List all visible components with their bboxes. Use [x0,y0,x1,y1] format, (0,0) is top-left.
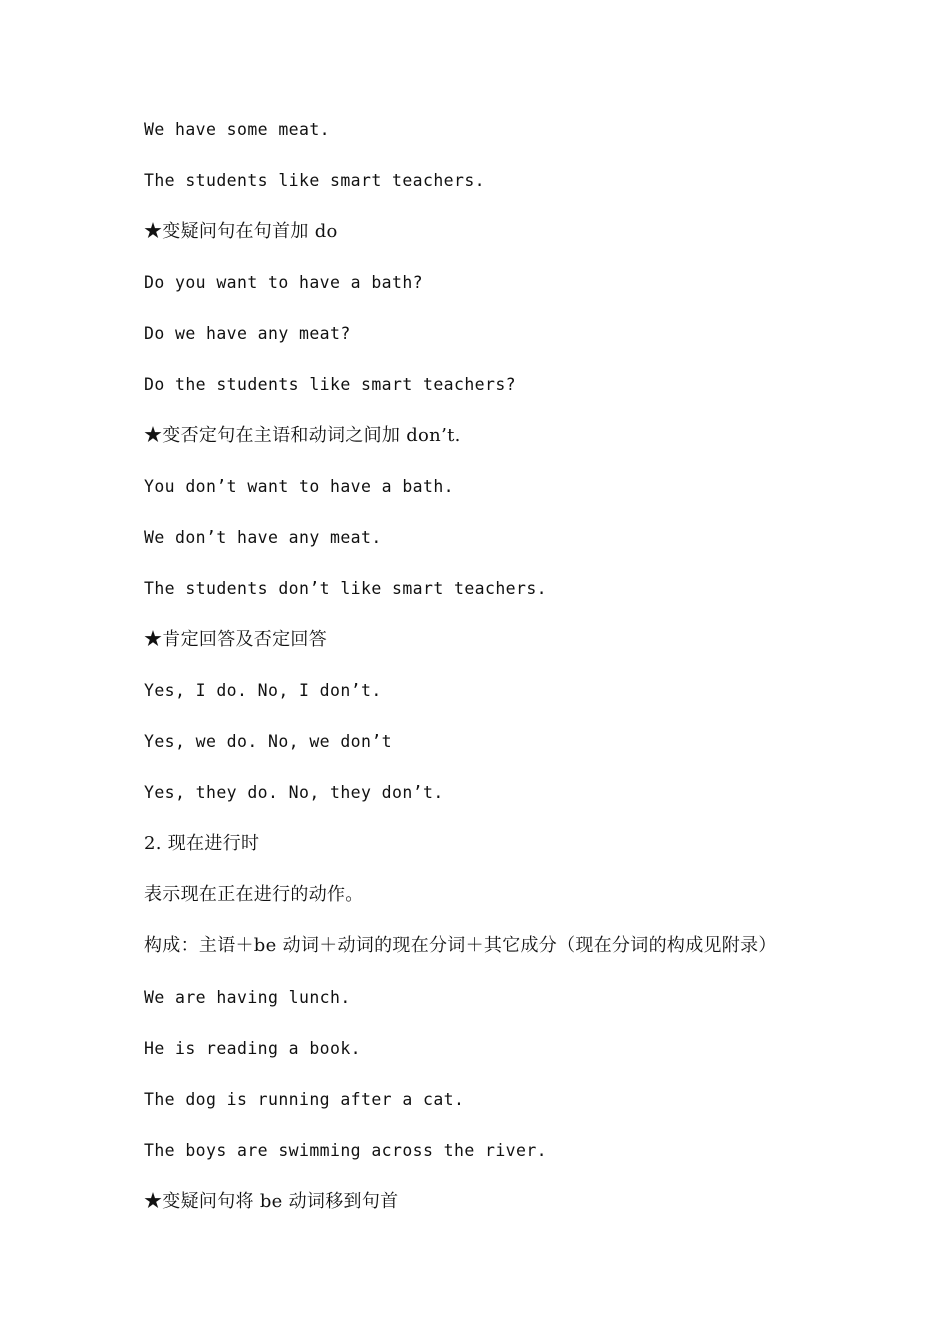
text-line: Do the students like smart teachers? [144,375,517,394]
text-line: You don’t want to have a bath. [144,477,455,496]
section-heading: ★肯定回答及否定回答 [144,629,327,650]
text-line: The dog is running after a cat. [144,1090,465,1109]
text-line: 构成：主语＋be 动词＋动词的现在分词＋其它成分（现在分词的构成见附录） [144,935,777,956]
text-line: 表示现在正在进行的动作。 [144,884,364,905]
text-line: We are having lunch. [144,988,351,1007]
section-heading: ★变疑问句在句首加 do [144,221,338,242]
text-line: Yes, I do. No, I don’t. [144,681,382,700]
text-line: Yes, they do. No, they don’t. [144,783,444,802]
text-line: Yes, we do. No, we don’t [144,732,393,751]
text-line: The students like smart teachers. [144,171,486,190]
text-line: Do you want to have a bath? [144,273,424,292]
section-title: 2. 现在进行时 [144,833,260,854]
text-line: We have some meat. [144,120,331,139]
section-heading: ★变否定句在主语和动词之间加 don’t. [144,425,461,446]
text-line: We don’t have any meat. [144,528,382,547]
section-heading: ★变疑问句将 be 动词移到句首 [144,1191,399,1212]
text-line: The boys are swimming across the river. [144,1141,548,1160]
text-line: Do we have any meat? [144,324,351,343]
text-line: The students don’t like smart teachers. [144,579,548,598]
text-line: He is reading a book. [144,1039,362,1058]
